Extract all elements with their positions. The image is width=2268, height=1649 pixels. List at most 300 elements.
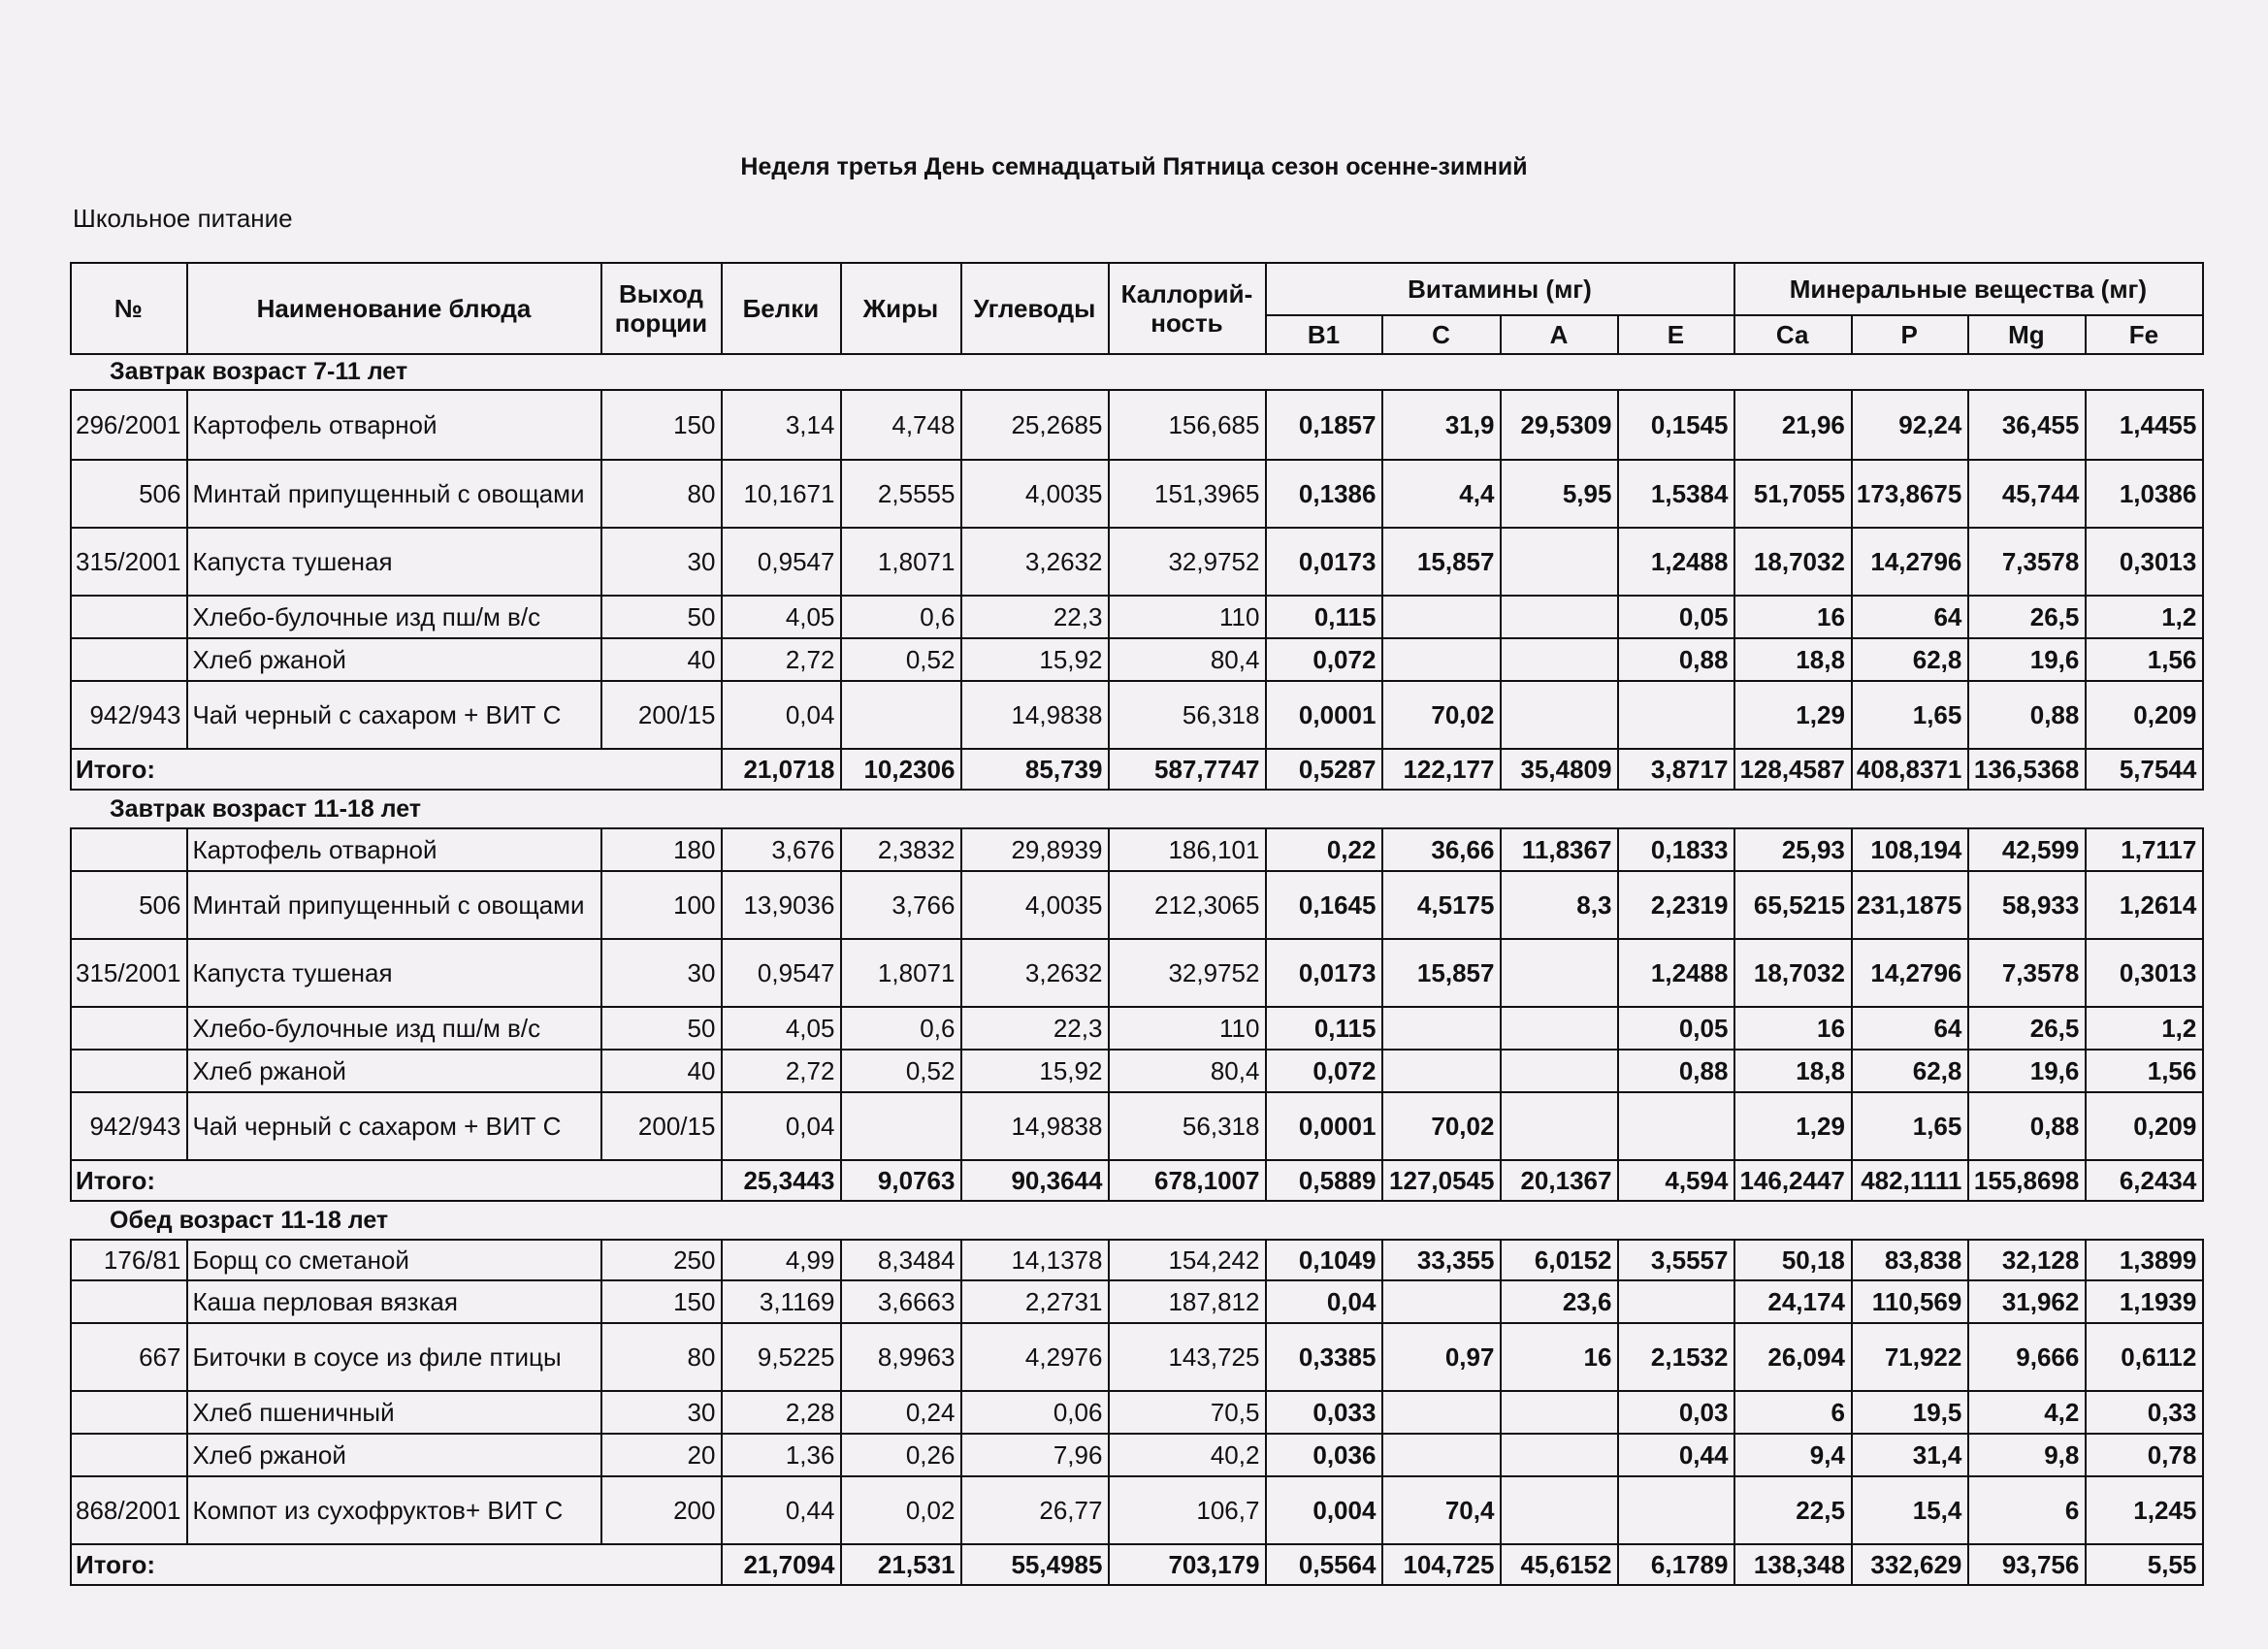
dish-name: Компот из сухофруктов+ ВИТ С <box>187 1476 601 1544</box>
cell-fat: 3,766 <box>841 871 961 939</box>
dish-name: Картофель отварной <box>187 390 601 460</box>
cell-p: 173,8675 <box>1852 460 1968 528</box>
cell-protein: 4,05 <box>722 1007 841 1050</box>
recipe-code <box>71 1434 187 1476</box>
cell-a: 29,5309 <box>1501 390 1618 460</box>
cell-protein: 0,9547 <box>722 528 841 596</box>
cell-p: 1,65 <box>1852 681 1968 749</box>
header-e: Е <box>1618 315 1734 354</box>
total-protein: 21,7094 <box>722 1544 841 1585</box>
recipe-code: 942/943 <box>71 681 187 749</box>
total-c: 127,0545 <box>1382 1160 1501 1201</box>
cell-c: 70,4 <box>1382 1476 1501 1544</box>
cell-portion: 30 <box>601 1391 722 1434</box>
cell-cal: 110 <box>1109 1007 1266 1050</box>
cell-protein: 3,14 <box>722 390 841 460</box>
cell-a: 11,8367 <box>1501 828 1618 871</box>
cell-carbs: 22,3 <box>961 596 1109 638</box>
cell-ca: 65,5215 <box>1734 871 1851 939</box>
cell-fe: 0,3013 <box>2086 939 2203 1007</box>
total-mg: 93,756 <box>1968 1544 2086 1585</box>
cell-fe: 1,245 <box>2086 1476 2203 1544</box>
total-b1: 0,5889 <box>1266 1160 1382 1201</box>
cell-mg: 31,962 <box>1968 1280 2086 1323</box>
cell-e <box>1618 681 1734 749</box>
total-label: Итого: <box>71 1160 722 1201</box>
recipe-code: 176/81 <box>71 1240 187 1280</box>
header-num: № <box>71 263 187 354</box>
cell-fe: 1,0386 <box>2086 460 2203 528</box>
cell-portion: 100 <box>601 871 722 939</box>
recipe-code <box>71 828 187 871</box>
table-row <box>71 939 2203 1007</box>
cell-cal: 154,242 <box>1109 1240 1266 1280</box>
cell-ca: 1,29 <box>1734 681 1851 749</box>
cell-e: 2,2319 <box>1618 871 1734 939</box>
dish-name: Хлебо-булочные изд пш/м в/с <box>187 1007 601 1050</box>
header-a: А <box>1501 315 1618 354</box>
page-subtitle: Школьное питание <box>73 204 293 233</box>
total-carbs: 55,4985 <box>961 1544 1109 1585</box>
recipe-code <box>71 1050 187 1092</box>
table-row <box>71 528 2203 596</box>
cell-b1: 0,033 <box>1266 1391 1382 1434</box>
cell-fe: 1,3899 <box>2086 1240 2203 1280</box>
cell-fe: 1,2 <box>2086 1007 2203 1050</box>
cell-a <box>1501 939 1618 1007</box>
cell-fe: 0,209 <box>2086 681 2203 749</box>
dish-name: Хлеб ржаной <box>187 1050 601 1092</box>
cell-e: 1,2488 <box>1618 528 1734 596</box>
cell-mg: 9,666 <box>1968 1323 2086 1391</box>
cell-fe: 1,1939 <box>2086 1280 2203 1323</box>
cell-a: 5,95 <box>1501 460 1618 528</box>
cell-carbs: 26,77 <box>961 1476 1109 1544</box>
table-row <box>71 1240 2203 1280</box>
cell-b1: 0,072 <box>1266 1050 1382 1092</box>
cell-mg: 0,88 <box>1968 1092 2086 1160</box>
total-p: 408,8371 <box>1852 749 1968 790</box>
cell-fat: 0,24 <box>841 1391 961 1434</box>
cell-carbs: 4,0035 <box>961 871 1109 939</box>
cell-mg: 0,88 <box>1968 681 2086 749</box>
cell-fe: 0,33 <box>2086 1391 2203 1434</box>
cell-e <box>1618 1476 1734 1544</box>
total-label: Итого: <box>71 749 722 790</box>
cell-p: 31,4 <box>1852 1434 1968 1476</box>
cell-protein: 9,5225 <box>722 1323 841 1391</box>
cell-fe: 1,7117 <box>2086 828 2203 871</box>
table-row <box>71 1434 2203 1476</box>
cell-ca: 18,8 <box>1734 638 1851 681</box>
cell-ca: 24,174 <box>1734 1280 1851 1323</box>
header-calories: Каллорий-ность <box>1109 263 1266 354</box>
cell-p: 62,8 <box>1852 638 1968 681</box>
cell-fat: 1,8071 <box>841 939 961 1007</box>
cell-portion: 250 <box>601 1240 722 1280</box>
cell-e: 0,03 <box>1618 1391 1734 1434</box>
total-cal: 703,179 <box>1109 1544 1266 1585</box>
total-protein: 25,3443 <box>722 1160 841 1201</box>
dish-name: Капуста тушеная <box>187 528 601 596</box>
cell-protein: 4,05 <box>722 596 841 638</box>
cell-b1: 0,04 <box>1266 1280 1382 1323</box>
cell-e <box>1618 1092 1734 1160</box>
cell-portion: 20 <box>601 1434 722 1476</box>
cell-p: 108,194 <box>1852 828 1968 871</box>
cell-portion: 150 <box>601 1280 722 1323</box>
dish-name: Картофель отварной <box>187 828 601 871</box>
cell-p: 231,1875 <box>1852 871 1968 939</box>
cell-protein: 1,36 <box>722 1434 841 1476</box>
cell-portion: 80 <box>601 1323 722 1391</box>
section-title: Обед возраст 11-18 лет <box>110 1206 389 1234</box>
cell-fat: 4,748 <box>841 390 961 460</box>
cell-fat <box>841 681 961 749</box>
cell-mg: 19,6 <box>1968 1050 2086 1092</box>
total-a: 20,1367 <box>1501 1160 1618 1201</box>
recipe-code: 315/2001 <box>71 528 187 596</box>
cell-mg: 42,599 <box>1968 828 2086 871</box>
cell-mg: 4,2 <box>1968 1391 2086 1434</box>
cell-cal: 187,812 <box>1109 1280 1266 1323</box>
cell-fat: 0,6 <box>841 1007 961 1050</box>
cell-mg: 32,128 <box>1968 1240 2086 1280</box>
recipe-code <box>71 638 187 681</box>
cell-fe: 0,3013 <box>2086 528 2203 596</box>
cell-mg: 26,5 <box>1968 596 2086 638</box>
total-a: 35,4809 <box>1501 749 1618 790</box>
cell-cal: 156,685 <box>1109 390 1266 460</box>
cell-e: 0,05 <box>1618 596 1734 638</box>
dish-name: Хлеб ржаной <box>187 1434 601 1476</box>
cell-e: 0,88 <box>1618 638 1734 681</box>
total-fe: 6,2434 <box>2086 1160 2203 1201</box>
cell-mg: 7,3578 <box>1968 939 2086 1007</box>
header-protein: Белки <box>722 263 841 354</box>
cell-protein: 13,9036 <box>722 871 841 939</box>
cell-mg: 58,933 <box>1968 871 2086 939</box>
recipe-code: 506 <box>71 871 187 939</box>
cell-protein: 2,72 <box>722 1050 841 1092</box>
dish-name: Хлеб пшеничный <box>187 1391 601 1434</box>
dish-name: Минтай припущенный с овощами <box>187 460 601 528</box>
cell-carbs: 25,2685 <box>961 390 1109 460</box>
total-fat: 9,0763 <box>841 1160 961 1201</box>
total-b1: 0,5564 <box>1266 1544 1382 1585</box>
cell-b1: 0,072 <box>1266 638 1382 681</box>
cell-fat: 2,5555 <box>841 460 961 528</box>
table-row <box>71 1391 2203 1434</box>
cell-cal: 40,2 <box>1109 1434 1266 1476</box>
table-row <box>71 1476 2203 1544</box>
cell-p: 110,569 <box>1852 1280 1968 1323</box>
cell-e: 0,05 <box>1618 1007 1734 1050</box>
total-fat: 10,2306 <box>841 749 961 790</box>
cell-c: 70,02 <box>1382 1092 1501 1160</box>
cell-portion: 40 <box>601 1050 722 1092</box>
cell-ca: 50,18 <box>1734 1240 1851 1280</box>
cell-ca: 22,5 <box>1734 1476 1851 1544</box>
cell-ca: 16 <box>1734 596 1851 638</box>
cell-carbs: 29,8939 <box>961 828 1109 871</box>
cell-protein: 10,1671 <box>722 460 841 528</box>
recipe-code: 667 <box>71 1323 187 1391</box>
cell-ca: 18,8 <box>1734 1050 1851 1092</box>
cell-carbs: 4,2976 <box>961 1323 1109 1391</box>
section-header <box>71 790 2203 828</box>
cell-b1: 0,1386 <box>1266 460 1382 528</box>
cell-carbs: 15,92 <box>961 1050 1109 1092</box>
dish-name: Каша перловая вязкая <box>187 1280 601 1323</box>
header-p: Р <box>1852 315 1968 354</box>
cell-fe: 1,2 <box>2086 596 2203 638</box>
recipe-code: 315/2001 <box>71 939 187 1007</box>
cell-e: 3,5557 <box>1618 1240 1734 1280</box>
cell-b1: 0,0173 <box>1266 939 1382 1007</box>
cell-fat: 2,3832 <box>841 828 961 871</box>
cell-cal: 56,318 <box>1109 681 1266 749</box>
total-cal: 587,7747 <box>1109 749 1266 790</box>
cell-cal: 32,9752 <box>1109 939 1266 1007</box>
cell-protein: 3,676 <box>722 828 841 871</box>
cell-a <box>1501 528 1618 596</box>
dish-name: Капуста тушеная <box>187 939 601 1007</box>
total-ca: 128,4587 <box>1734 749 1851 790</box>
dish-name: Чай черный с сахаром + ВИТ С <box>187 1092 601 1160</box>
total-fe: 5,7544 <box>2086 749 2203 790</box>
cell-a <box>1501 1476 1618 1544</box>
cell-e: 0,44 <box>1618 1434 1734 1476</box>
cell-cal: 106,7 <box>1109 1476 1266 1544</box>
dish-name: Борщ со сметаной <box>187 1240 601 1280</box>
total-e: 3,8717 <box>1618 749 1734 790</box>
cell-fat: 8,3484 <box>841 1240 961 1280</box>
cell-a <box>1501 1391 1618 1434</box>
cell-b1: 0,0001 <box>1266 681 1382 749</box>
cell-mg: 19,6 <box>1968 638 2086 681</box>
header-mg: Mg <box>1968 315 2086 354</box>
cell-c: 31,9 <box>1382 390 1501 460</box>
cell-p: 64 <box>1852 596 1968 638</box>
cell-ca: 1,29 <box>1734 1092 1851 1160</box>
cell-e: 0,1545 <box>1618 390 1734 460</box>
cell-fat: 0,6 <box>841 596 961 638</box>
total-c: 104,725 <box>1382 1544 1501 1585</box>
header-c: С <box>1382 315 1501 354</box>
cell-fat: 0,52 <box>841 1050 961 1092</box>
cell-fat: 3,6663 <box>841 1280 961 1323</box>
nutrition-table <box>70 262 2204 1586</box>
cell-carbs: 14,9838 <box>961 1092 1109 1160</box>
cell-protein: 3,1169 <box>722 1280 841 1323</box>
cell-protein: 4,99 <box>722 1240 841 1280</box>
total-fe: 5,55 <box>2086 1544 2203 1585</box>
cell-c <box>1382 1391 1501 1434</box>
cell-mg: 36,455 <box>1968 390 2086 460</box>
cell-fat: 0,26 <box>841 1434 961 1476</box>
total-cal: 678,1007 <box>1109 1160 1266 1201</box>
cell-mg: 45,744 <box>1968 460 2086 528</box>
cell-b1: 0,1645 <box>1266 871 1382 939</box>
header-b1: В1 <box>1266 315 1382 354</box>
cell-ca: 18,7032 <box>1734 939 1851 1007</box>
recipe-code <box>71 1280 187 1323</box>
cell-a <box>1501 1434 1618 1476</box>
cell-protein: 0,44 <box>722 1476 841 1544</box>
total-mg: 136,5368 <box>1968 749 2086 790</box>
cell-b1: 0,0001 <box>1266 1092 1382 1160</box>
cell-carbs: 3,2632 <box>961 939 1109 1007</box>
cell-p: 83,838 <box>1852 1240 1968 1280</box>
cell-cal: 143,725 <box>1109 1323 1266 1391</box>
total-fat: 21,531 <box>841 1544 961 1585</box>
dish-name: Биточки в соусе из филе птицы <box>187 1323 601 1391</box>
cell-b1: 0,115 <box>1266 596 1382 638</box>
cell-e: 2,1532 <box>1618 1323 1734 1391</box>
cell-ca: 51,7055 <box>1734 460 1851 528</box>
cell-carbs: 4,0035 <box>961 460 1109 528</box>
cell-cal: 70,5 <box>1109 1391 1266 1434</box>
header-fat: Жиры <box>841 263 961 354</box>
cell-b1: 0,115 <box>1266 1007 1382 1050</box>
cell-carbs: 7,96 <box>961 1434 1109 1476</box>
table-row <box>71 1323 2203 1391</box>
cell-ca: 21,96 <box>1734 390 1851 460</box>
cell-protein: 0,04 <box>722 681 841 749</box>
cell-mg: 7,3578 <box>1968 528 2086 596</box>
cell-c: 15,857 <box>1382 528 1501 596</box>
cell-b1: 0,3385 <box>1266 1323 1382 1391</box>
cell-portion: 200/15 <box>601 1092 722 1160</box>
cell-c: 70,02 <box>1382 681 1501 749</box>
cell-b1: 0,1049 <box>1266 1240 1382 1280</box>
cell-fat: 1,8071 <box>841 528 961 596</box>
section-header <box>71 354 2203 390</box>
cell-e: 0,88 <box>1618 1050 1734 1092</box>
cell-fat <box>841 1092 961 1160</box>
cell-e <box>1618 1280 1734 1323</box>
cell-fe: 1,4455 <box>2086 390 2203 460</box>
dish-name: Хлеб ржаной <box>187 638 601 681</box>
cell-cal: 80,4 <box>1109 1050 1266 1092</box>
cell-c: 4,4 <box>1382 460 1501 528</box>
table-row <box>71 1092 2203 1160</box>
cell-e: 1,2488 <box>1618 939 1734 1007</box>
cell-c <box>1382 638 1501 681</box>
header-minerals: Минеральные вещества (мг) <box>1734 263 2203 315</box>
table-row <box>71 460 2203 528</box>
section-title: Завтрак возраст 7-11 лет <box>110 358 408 385</box>
total-label: Итого: <box>71 1544 722 1585</box>
header-carbs: Углеводы <box>961 263 1109 354</box>
cell-c <box>1382 1280 1501 1323</box>
table-row <box>71 1007 2203 1050</box>
cell-cal: 186,101 <box>1109 828 1266 871</box>
cell-carbs: 14,9838 <box>961 681 1109 749</box>
cell-protein: 0,04 <box>722 1092 841 1160</box>
total-e: 6,1789 <box>1618 1544 1734 1585</box>
table-row <box>71 390 2203 460</box>
table-row <box>71 1050 2203 1092</box>
cell-cal: 32,9752 <box>1109 528 1266 596</box>
cell-portion: 40 <box>601 638 722 681</box>
cell-fat: 0,02 <box>841 1476 961 1544</box>
cell-a: 6,0152 <box>1501 1240 1618 1280</box>
cell-b1: 0,036 <box>1266 1434 1382 1476</box>
cell-fe: 0,6112 <box>2086 1323 2203 1391</box>
total-mg: 155,8698 <box>1968 1160 2086 1201</box>
total-row <box>71 1544 2203 1585</box>
recipe-code: 506 <box>71 460 187 528</box>
cell-fe: 1,56 <box>2086 638 2203 681</box>
cell-protein: 2,28 <box>722 1391 841 1434</box>
cell-a: 23,6 <box>1501 1280 1618 1323</box>
cell-a: 16 <box>1501 1323 1618 1391</box>
cell-e: 1,5384 <box>1618 460 1734 528</box>
total-b1: 0,5287 <box>1266 749 1382 790</box>
cell-mg: 26,5 <box>1968 1007 2086 1050</box>
cell-cal: 80,4 <box>1109 638 1266 681</box>
cell-b1: 0,0173 <box>1266 528 1382 596</box>
cell-fat: 8,9963 <box>841 1323 961 1391</box>
cell-portion: 200/15 <box>601 681 722 749</box>
cell-a <box>1501 1092 1618 1160</box>
dish-name: Минтай припущенный с овощами <box>187 871 601 939</box>
cell-portion: 30 <box>601 939 722 1007</box>
cell-a <box>1501 1007 1618 1050</box>
total-a: 45,6152 <box>1501 1544 1618 1585</box>
cell-portion: 30 <box>601 528 722 596</box>
total-ca: 138,348 <box>1734 1544 1851 1585</box>
cell-a <box>1501 638 1618 681</box>
cell-c: 36,66 <box>1382 828 1501 871</box>
table-row <box>71 681 2203 749</box>
cell-p: 92,24 <box>1852 390 1968 460</box>
cell-p: 1,65 <box>1852 1092 1968 1160</box>
recipe-code <box>71 1007 187 1050</box>
cell-carbs: 3,2632 <box>961 528 1109 596</box>
cell-b1: 0,1857 <box>1266 390 1382 460</box>
cell-carbs: 22,3 <box>961 1007 1109 1050</box>
cell-fe: 1,2614 <box>2086 871 2203 939</box>
cell-ca: 18,7032 <box>1734 528 1851 596</box>
header-vitamins: Витамины (мг) <box>1266 263 1734 315</box>
table-row <box>71 1280 2203 1323</box>
cell-fat: 0,52 <box>841 638 961 681</box>
recipe-code: 296/2001 <box>71 390 187 460</box>
cell-c: 4,5175 <box>1382 871 1501 939</box>
page-title: Неделя третья День семнадцатый Пятница сезон осенне-зимний <box>740 153 1528 180</box>
cell-a <box>1501 1050 1618 1092</box>
total-carbs: 85,739 <box>961 749 1109 790</box>
cell-c: 15,857 <box>1382 939 1501 1007</box>
total-protein: 21,0718 <box>722 749 841 790</box>
header-ca: Са <box>1734 315 1851 354</box>
total-row <box>71 1160 2203 1201</box>
cell-protein: 2,72 <box>722 638 841 681</box>
dish-name: Хлебо-булочные изд пш/м в/с <box>187 596 601 638</box>
cell-mg: 9,8 <box>1968 1434 2086 1476</box>
section-title: Завтрак возраст 11-18 лет <box>110 794 422 823</box>
cell-ca: 9,4 <box>1734 1434 1851 1476</box>
cell-b1: 0,22 <box>1266 828 1382 871</box>
cell-portion: 200 <box>601 1476 722 1544</box>
cell-c: 0,97 <box>1382 1323 1501 1391</box>
table-row <box>71 828 2203 871</box>
section-header <box>71 1201 2203 1240</box>
total-carbs: 90,3644 <box>961 1160 1109 1201</box>
